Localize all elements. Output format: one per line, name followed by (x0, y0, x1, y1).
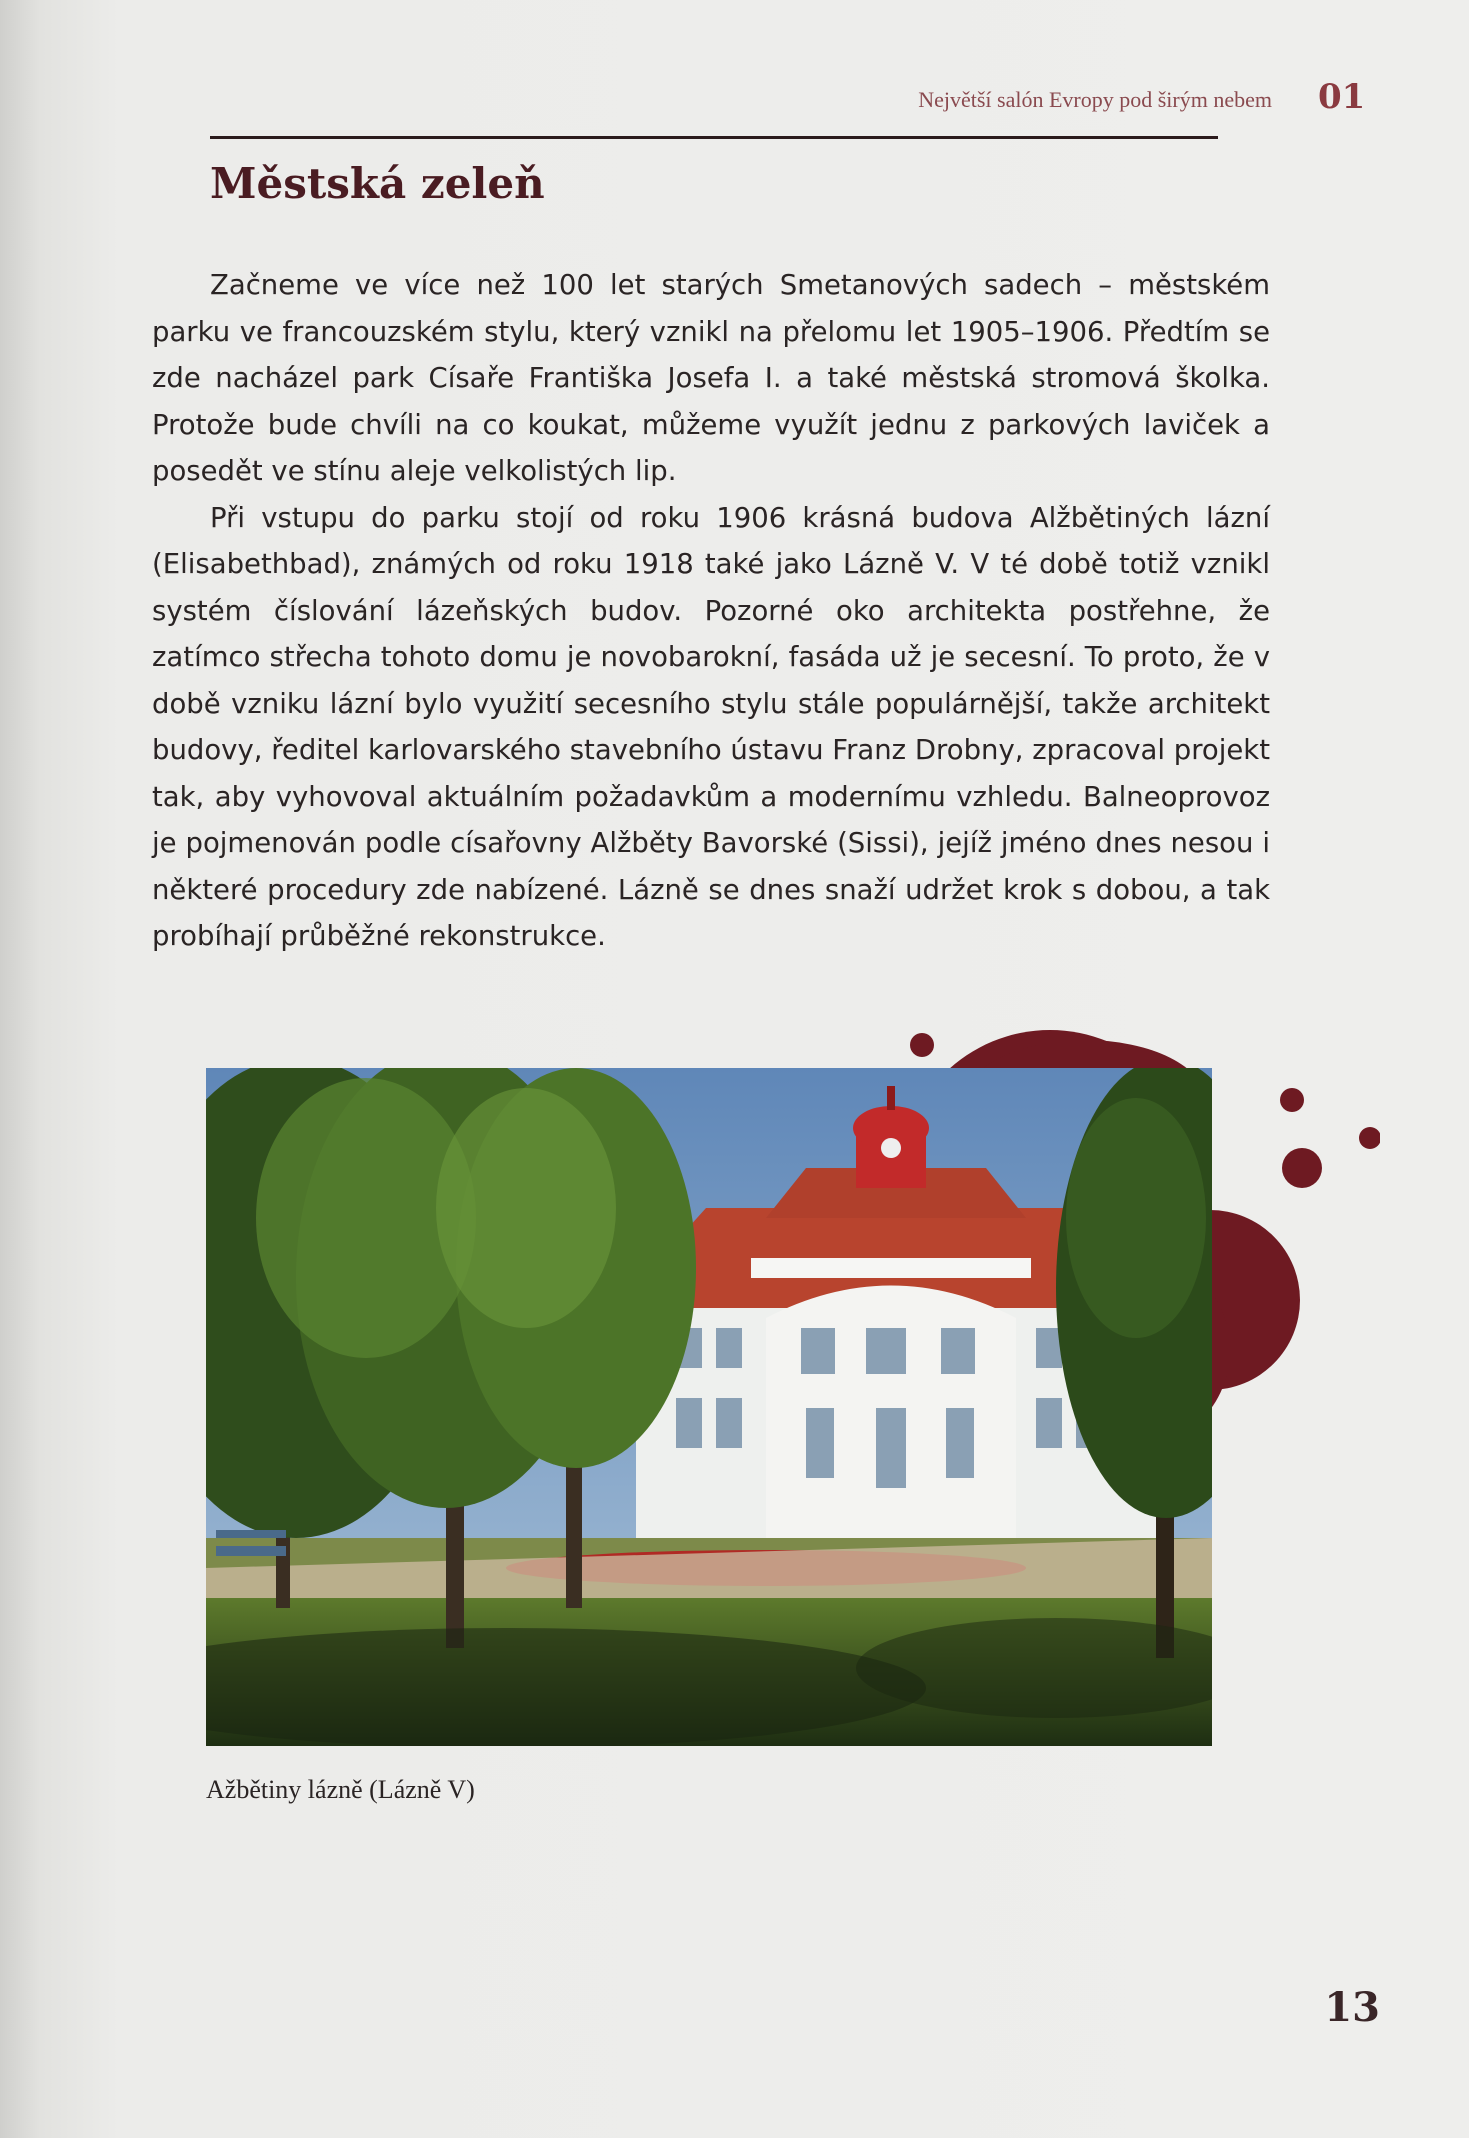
section-title: Městská zeleň (210, 159, 545, 208)
paragraph-2: Při vstupu do parku stojí od roku 1906 krásná budova Alžbětiných lázní (Elisabethbad), známých od roku 1918 také jako Lázně V. V té době totiž vznikl systém číslování lázeňských budov. Pozorné oko architekta postřehne, že zatímco střecha tohoto domu je novobarokní, fasáda už je secesní. To proto, že v době vzniku lázní bylo využití secesního stylu stále populárnější, takže architekt budovy, ředitel karlovarského stavebního ústavu Franz Drobny, zpracoval projekt tak, aby vyhovoval aktuálním požadavkům a modernímu vzhledu. Balneoprovoz je pojmenován podle císařovny Alžběty Bavorské (Sissi), jejíž jméno dnes nesou i některé procedury zde nabízené. Lázně se dnes snaží udržet krok s dobou, a tak probíhají průběžné rekonstrukce. (152, 501, 1270, 952)
body-text (152, 262, 1270, 960)
dot-small-3 (1359, 1127, 1380, 1149)
spa-building-photo (206, 1068, 1212, 1746)
paragraph-1: Začneme ve více než 100 let starých Smetanových sadech – městském parku ve francouzském stylu, který vznikl na přelomu let 1905–1906. Předtím se zde nacházel park Císaře Františka Josefa I. a také městská stromová školka. Protože bude chvíli na co koukat, můžeme využít jednu z parkových laviček a posedět ve stínu aleje velkolistých lip. (152, 269, 1270, 487)
header-rule (210, 136, 1218, 139)
photo-illustration (206, 1068, 1212, 1746)
chapter-number: 01 (1318, 77, 1366, 117)
dot-small-2 (1280, 1088, 1304, 1112)
page-number: 13 (1324, 1984, 1380, 2031)
photo-caption: Ažbětiny lázně (Lázně V) (206, 1775, 475, 1804)
running-header-title: Největší salón Evropy pod širým nebem (918, 87, 1272, 112)
dot-medium (1282, 1148, 1322, 1188)
dot-small-1 (910, 1033, 934, 1057)
